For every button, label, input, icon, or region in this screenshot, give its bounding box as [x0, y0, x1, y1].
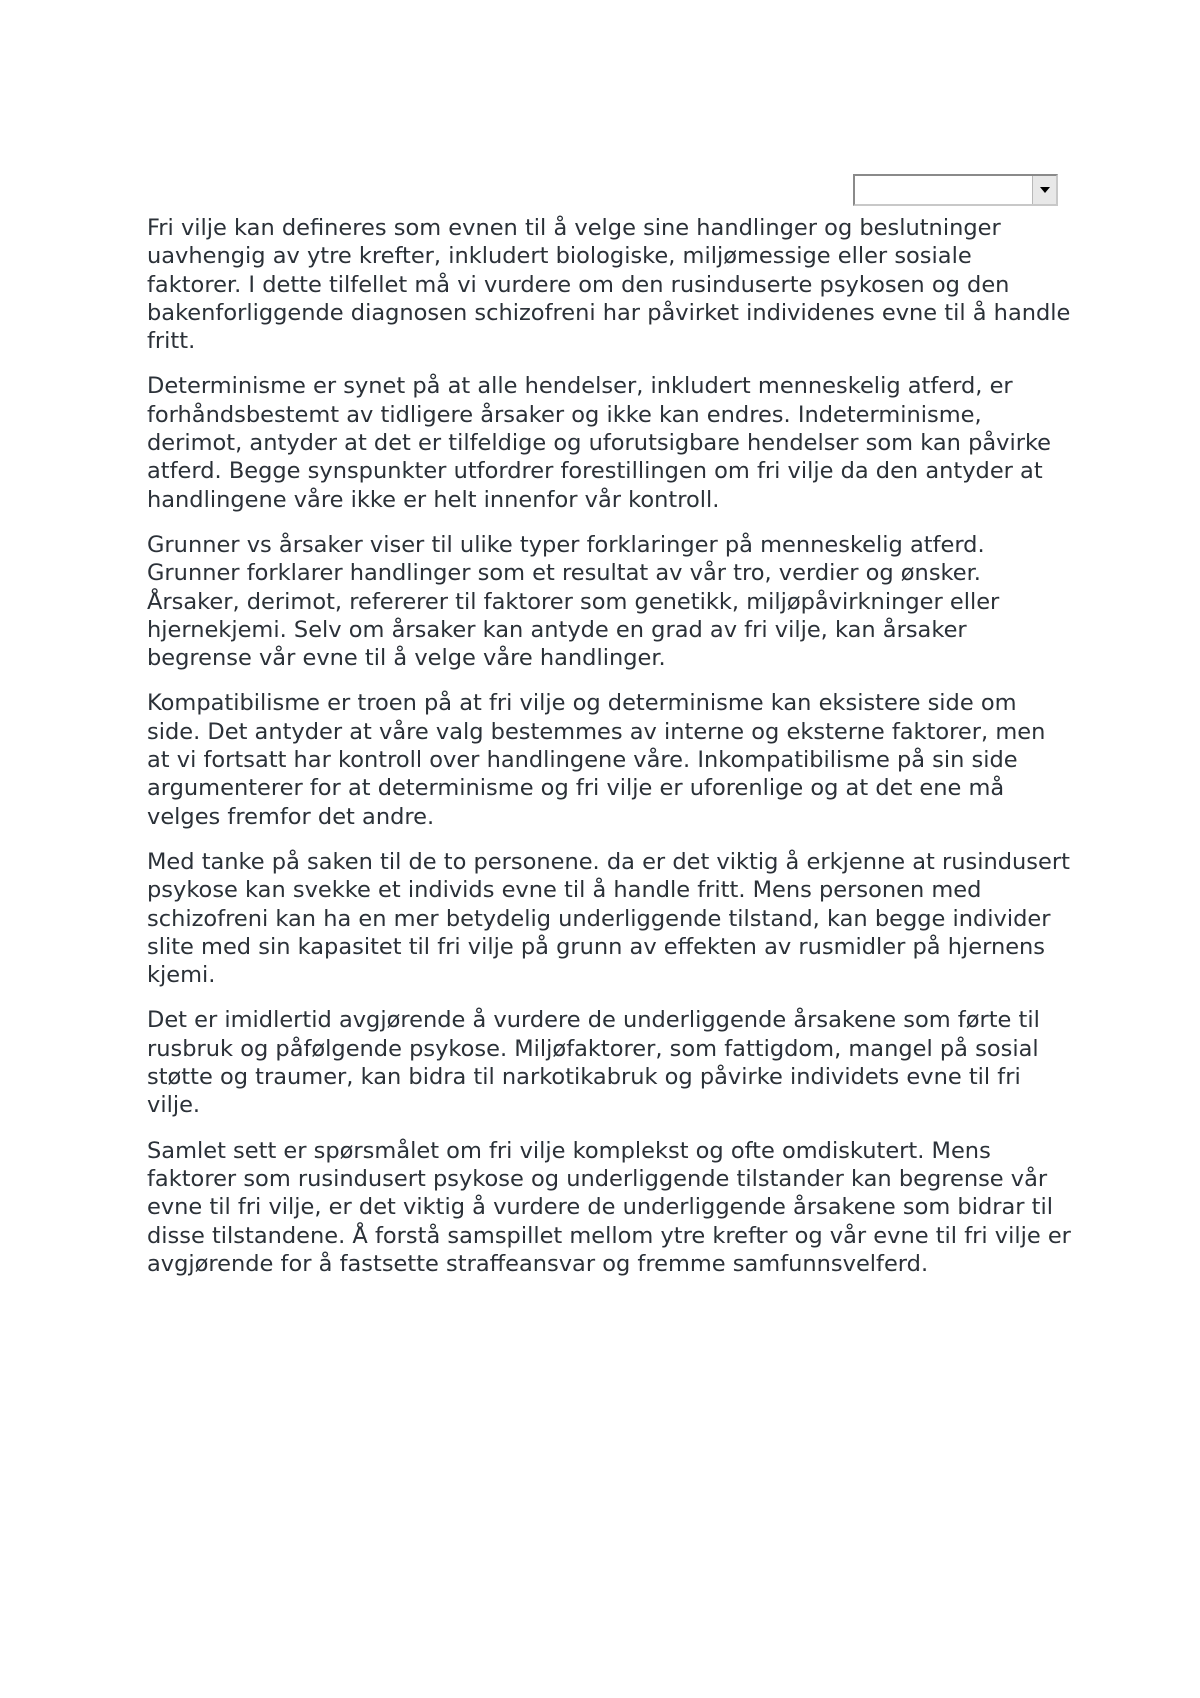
- paragraph-conclusion: Samlet sett er spørsmålet om fri vilje komplekst og ofte omdiskutert. Mens faktorer som rusindusert psykose og underliggende tilstander kan begrense vår evne til fri vilje, er det viktig å vurdere de underliggende årsakene som bidrar til disse tilstandene. Å forstå samspillet mellom ytre krefter og vår evne til fri vilje er avgjørende for å fastsette straffeansvar og fremme samfunnsvelferd.: [147, 1137, 1071, 1277]
- paragraph-underlying-causes: Det er imidlertid avgjørende å vurdere de underliggende årsakene som førte til rusbruk og påfølgende psykose. Miljøfaktorer, som fattigdom, mangel på sosial støtte og traumer, kan bidra til narkotikabruk og påvirke individets evne til fri vilje.: [147, 1007, 1040, 1119]
- dropdown-arrow-button[interactable]: [1032, 176, 1056, 204]
- paragraph-determinism: Determinisme er synet på at alle hendelser, inkludert menneskelig atferd, er forhåndsbestemt av tidligere årsaker og ikke kan endres. Indeterminisme, derimot, antyder at det er tilfeldige og uforutsigbare hendelser som kan påvirke atferd. Begge synspunkter utfordrer forestillingen om fri vilje da den antyder at handlingene våre ikke er helt innenfor vår kontroll.: [147, 373, 1052, 513]
- document-body: [147, 214, 1072, 1295]
- dropdown-selected-value: [855, 176, 1032, 204]
- paragraph-case-discussion: Med tanke på saken til de to personene. da er det viktig å erkjenne at rusindusert psykose kan svekke et individs evne til å handle fritt. Mens personen med schizofreni kan ha en mer betydelig underliggende tilstand, kan begge individer slite med sin kapasitet til fri vilje på grunn av effekten av rusmidler på hjernens kjemi.: [147, 848, 1070, 989]
- chevron-down-icon: [1039, 186, 1051, 194]
- paragraph-reasons-vs-causes: Grunner vs årsaker viser til ulike typer forklaringer på menneskelig atferd. Grunner forklarer handlinger som et resultat av vår tro, verdier og ønsker. Årsaker, derimot, refererer til faktorer som genetikk, miljøpåvirkninger eller hjernekjemi. Selv om årsaker kan antyde en grad av fri vilje, kan årsaker begrense vår evne til å velge våre handlinger.: [147, 531, 1000, 672]
- paragraph-compatibilism: Kompatibilisme er troen på at fri vilje og determinisme kan eksistere side om side. Det antyder at våre valg bestemmes av interne og eksterne faktorer, men at vi fortsatt har kontroll over handlingene våre. Inkompatibilisme på sin side argumenterer for at determinisme og fri vilje er uforenlige og at det ene må velges fremfor det andre.: [147, 690, 1046, 830]
- paragraph-free-will-definition: Fri vilje kan defineres som evnen til å velge sine handlinger og beslutninger uavhengig av ytre krefter, inkludert biologiske, miljømessige eller sosiale faktorer. I dette tilfellet må vi vurdere om den rusinduserte psykosen og den bakenforliggende diagnosen schizofreni har påvirket individenes evne til å handle fritt.: [147, 215, 1071, 355]
- dropdown-select[interactable]: [853, 174, 1058, 206]
